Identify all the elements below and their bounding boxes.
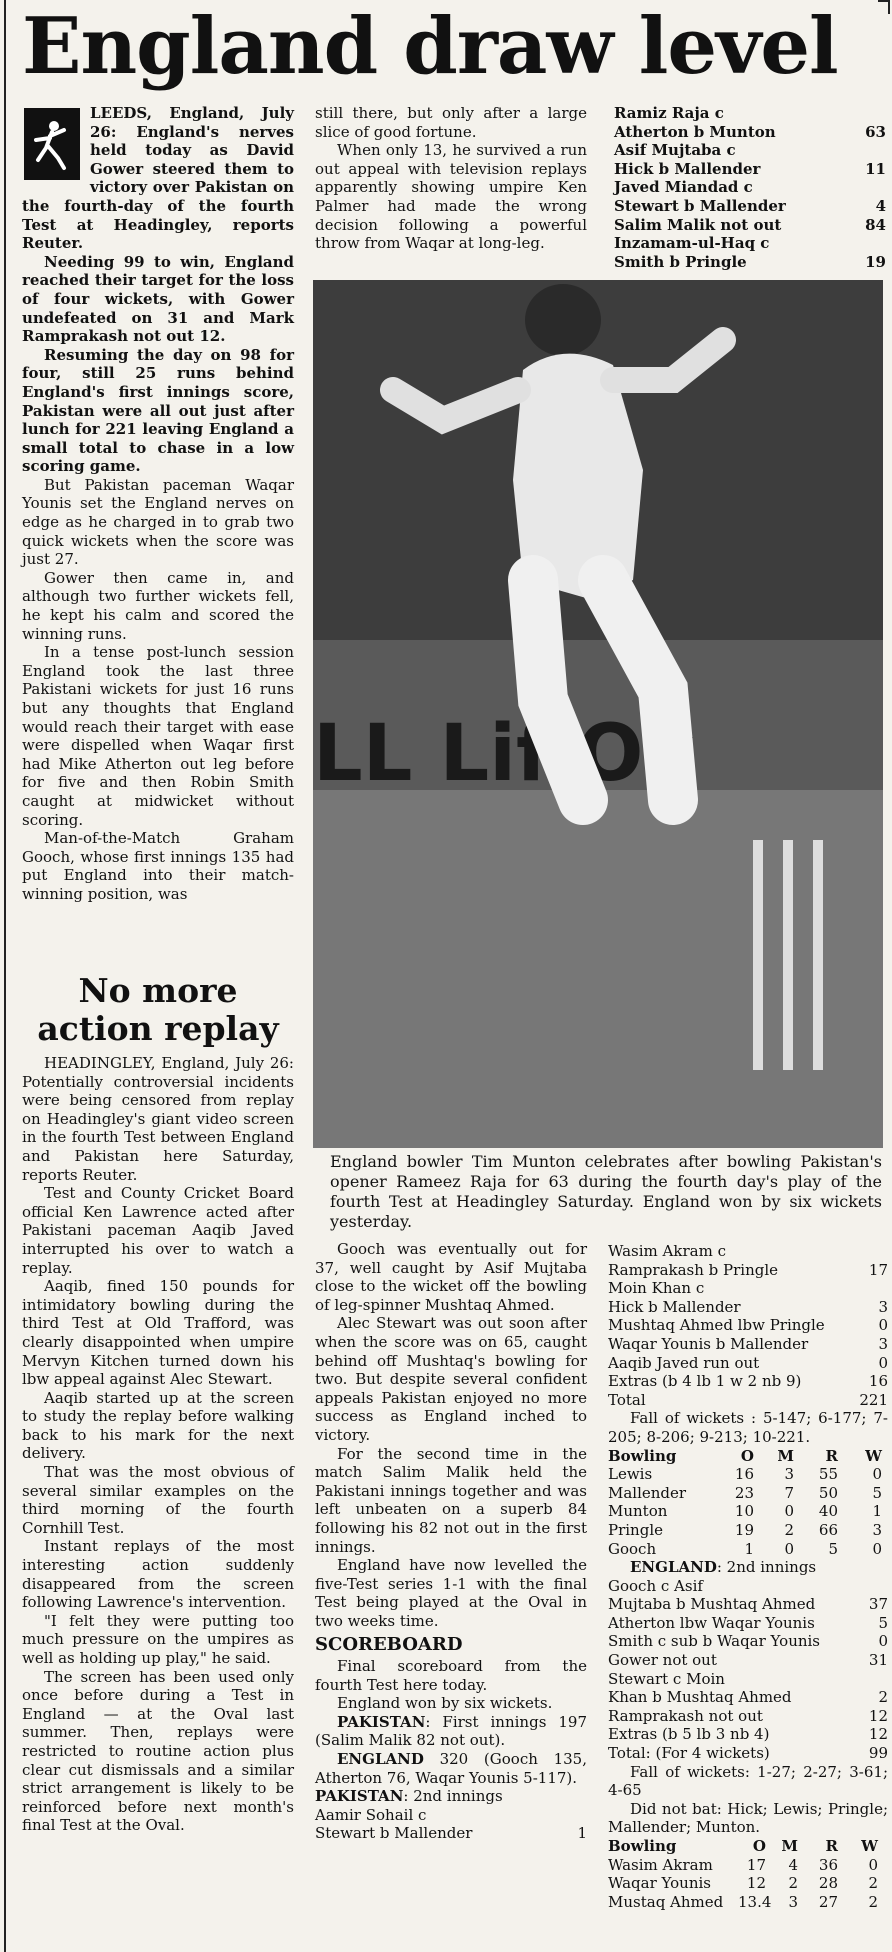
- score-line: [608, 1298, 888, 1317]
- para-4b: Aaqib started up at the screen to study the replay before walking back to his mark for the next delivery.: [22, 1388, 294, 1463]
- headline: England draw level: [22, 1, 838, 92]
- bowling-cell: 0: [868, 1855, 878, 1874]
- bowling-cell: W: [865, 1446, 882, 1465]
- bowling-cell: 2: [868, 1874, 878, 1893]
- bowling-row: [608, 1465, 888, 1484]
- bowling-cell: 17: [746, 1855, 766, 1874]
- score-line: [614, 104, 886, 123]
- score-line: [608, 1744, 888, 1763]
- team-pakistan: PAKISTAN: [337, 1712, 426, 1731]
- score-text: Wasim Akram c: [608, 1242, 726, 1260]
- bowling-cell: 16: [734, 1465, 754, 1484]
- para-1b: HEADINGLEY, England, July 26: Potentially controversial incidents were being censored from replay on Headingley's giant video screen in the fourth Test between England and Pakistan here Saturday, reports Reuter.: [22, 1054, 294, 1184]
- subheadline: No more action replay: [37, 971, 279, 1048]
- photo-banner-text: LL Lif Ov: [313, 709, 695, 799]
- score-value: 17: [868, 1260, 888, 1279]
- score-text: Smith b Pringle: [614, 252, 747, 271]
- para-4: But Pakistan paceman Waqar Younis set the England nerves on edge as he charged in to grab two quick wickets when the score was just 27.: [22, 475, 294, 569]
- para-3: Resuming the day on 98 for four, still 25 runs behind England's first innings score, Pakistan were all out just after lunch for 221 leaving England a small total to chase in a low scoring game.: [22, 345, 294, 476]
- score-line: [608, 1670, 888, 1689]
- score-value: 221: [859, 1390, 888, 1409]
- score-value: [858, 1670, 888, 1689]
- article-column-1: [22, 104, 294, 904]
- para-c2-1: still there, but only after a large slice of good fortune.: [315, 104, 587, 141]
- score-value: 16: [868, 1372, 888, 1391]
- team-england: ENGLAND: [630, 1558, 717, 1577]
- para-6b: Instant replays of the most interesting action suddenly disappeared from the screen following Lawrence's intervention.: [22, 1537, 294, 1612]
- bowling-cell: 28: [818, 1874, 838, 1893]
- para-c2b-1: Gooch was eventually out for 37, well caught by Asif Mujtaba close to the wicket off the bowling of leg-spinner Mushtaq Ahmed.: [315, 1240, 587, 1314]
- column-rule: [4, 0, 6, 1952]
- para-c2b-5: Final scoreboard from the fourth Test here today.: [315, 1657, 587, 1694]
- score-text: Atherton lbw Waqar Younis: [608, 1613, 815, 1632]
- bowling-cell: 36: [818, 1855, 838, 1874]
- score-line: [614, 253, 886, 272]
- bowling-cell: 4: [788, 1855, 798, 1874]
- bowling-cell: Wasim Akram: [608, 1855, 713, 1874]
- score-text: Ramprakash not out: [608, 1706, 763, 1725]
- bowling-cell: 3: [788, 1892, 798, 1911]
- score-value: 0: [878, 1632, 888, 1651]
- bowling-cell: Gooch: [608, 1539, 657, 1558]
- score-value: 37: [868, 1595, 888, 1614]
- score-value: 0: [878, 1316, 888, 1335]
- bowling-cell: 66: [818, 1520, 838, 1539]
- bowling-cell: 5: [828, 1539, 838, 1558]
- score-line: [614, 216, 886, 235]
- bowling-row: [608, 1540, 888, 1559]
- score-text: Gower not out: [608, 1651, 717, 1670]
- para-c2b-4: England have now levelled the five-Test series 1-1 with the final Test being played at the Oval in two weeks time.: [315, 1556, 587, 1630]
- score-value: 3: [878, 1297, 888, 1316]
- score-text: Atherton b Munton: [614, 122, 776, 141]
- para-c2b-2: Alec Stewart was out soon after when the score was on 65, caught behind off Mushtaq's bowling for two. But despite several confident appeals Pakistan enjoyed no more success as England inched to victory.: [315, 1314, 587, 1444]
- bowling-cell: W: [861, 1837, 878, 1855]
- second-innings-pak: : 2nd innings: [403, 1787, 503, 1806]
- bowling-cell: 55: [818, 1465, 838, 1484]
- score-line: [608, 1595, 888, 1614]
- score-line: [608, 1372, 888, 1391]
- score-line: [608, 1614, 888, 1633]
- bowling-cell: R: [825, 1837, 838, 1855]
- bowling-cell: M: [781, 1837, 798, 1855]
- score-line: [614, 123, 886, 142]
- score-value: 99: [868, 1744, 888, 1763]
- score-line: [608, 1632, 888, 1651]
- score-value: 63: [865, 122, 886, 141]
- bowling-cell: 3: [872, 1520, 882, 1539]
- bowling-row: [608, 1521, 888, 1540]
- fall-of-wickets: Fall of wickets : 5-147; 6-177; 7-205; 8-206; 9-213; 10-221.: [608, 1409, 888, 1446]
- bowling-cell: 2: [784, 1520, 794, 1539]
- bowling-row: [608, 1893, 888, 1912]
- score-value: 19: [865, 252, 886, 271]
- para-5: Gower then came in, and although two further wickets fell, he kept his calm and scored the winning runs.: [22, 568, 294, 643]
- score-line: [608, 1261, 888, 1280]
- bowling-row: [608, 1484, 888, 1503]
- scoreboard-bottom: [608, 1242, 888, 1911]
- score-line: [608, 1335, 888, 1354]
- score-line: [608, 1391, 888, 1410]
- score-line: [608, 1279, 888, 1298]
- batsman-line: Stewart b Mallender: [315, 1824, 473, 1843]
- para-c2b-3: For the second time in the match Salim Malik held the Pakistani innings together and was left unbeaten on a superb 84 following his 82 not out in the first innings.: [315, 1444, 587, 1556]
- score-line: [608, 1688, 888, 1707]
- bowling-cell: 13.4: [738, 1892, 772, 1911]
- score-text: Smith c sub b Waqar Younis: [608, 1632, 821, 1651]
- score-text: Mushtaq Ahmed lbw Pringle: [608, 1316, 825, 1335]
- score-line: [608, 1354, 888, 1373]
- bowling-row: [608, 1856, 888, 1875]
- score-value: [858, 1577, 888, 1596]
- first-innings-pak: : First innings 197 (Salim Malik 82 not out).: [315, 1712, 587, 1750]
- bowling-cell: 12: [746, 1874, 766, 1893]
- bowling-cell: Munton: [608, 1502, 668, 1521]
- score-text: Salim Malik not out: [614, 215, 782, 234]
- bowling-cell: Bowling: [608, 1446, 677, 1465]
- score-text: Ramprakash b Pringle: [608, 1260, 779, 1279]
- score-text: Stewart b Mallender: [614, 196, 786, 215]
- batsman-line: Aamir Sohail c: [315, 1805, 427, 1824]
- bowling-cell: 2: [868, 1892, 878, 1911]
- para-c2b-6: England won by six wickets.: [337, 1694, 553, 1713]
- did-not-bat: Did not bat: Hick; Lewis; Pringle; Mallender; Munton.: [608, 1799, 888, 1837]
- score-text: Extras (b 5 lb 3 nb 4): [608, 1725, 770, 1744]
- bowling-cell: 5: [872, 1483, 882, 1502]
- score-value: [858, 1279, 888, 1298]
- score-text: Waqar Younis b Mallender: [608, 1334, 809, 1353]
- para-7b: "I felt they were putting too much pressure on the umpires as well as holding up play," he said.: [22, 1611, 294, 1667]
- bowling-cell: Pringle: [608, 1520, 663, 1539]
- score-value: 31: [868, 1651, 888, 1670]
- bowling-cell: 40: [818, 1502, 838, 1521]
- score-line: [608, 1725, 888, 1744]
- score-value: 12: [868, 1725, 888, 1744]
- score-text: Ramiz Raja c: [614, 104, 724, 122]
- para-2b: Test and County Cricket Board official Ken Lawrence acted after Pakistani paceman Aaqib Javed interrupted his over to watch a replay.: [22, 1184, 294, 1277]
- score-line: [614, 160, 886, 179]
- bowling-cell: Lewis: [608, 1465, 653, 1484]
- bowling-cell: M: [777, 1446, 794, 1465]
- para-1: LEEDS, England, July 26: England's nerves held today as David Gower steered them to victory over Pakistan on the fourth-day of the fourth Test at Headingley, reports Reuter.: [22, 104, 294, 253]
- score-text: Khan b Mushtaq Ahmed: [608, 1688, 792, 1707]
- bowling-cell: R: [825, 1446, 838, 1465]
- scoreboard-top: [614, 104, 886, 271]
- innings-label: : 2nd innings: [716, 1558, 817, 1577]
- bowling-cell: 27: [818, 1892, 838, 1911]
- bowling-cell: 3: [784, 1465, 794, 1484]
- corner-rule-top: [878, 0, 890, 2]
- cricket-photo: [313, 280, 883, 1148]
- para-8b: The screen has been used only once before during a Test in England — at the Oval last summer. Then, replays were restricted to routine action plus clear cut dismissals and a similar strict arrangement is likely to be reinforced before next month's final Test at the Oval.: [22, 1667, 294, 1835]
- score-value: [856, 234, 886, 253]
- score-line: [608, 1242, 888, 1261]
- bowling-row: [608, 1502, 888, 1521]
- score-value: 12: [868, 1706, 888, 1725]
- bowling-row: [608, 1447, 888, 1466]
- score-value: [858, 1242, 888, 1261]
- bowling-cell: 0: [872, 1465, 882, 1484]
- score-text: Javed Miandad c: [614, 178, 753, 197]
- bowling-cell: Mustaq Ahmed: [608, 1892, 724, 1911]
- score-text: Aaqib Javed run out: [608, 1353, 760, 1372]
- score-value: 11: [865, 159, 886, 178]
- cricketer-thumbnail-icon: [24, 108, 80, 180]
- score-value: 84: [865, 215, 886, 234]
- team-england: ENGLAND: [337, 1750, 424, 1769]
- score-text: Moin Khan c: [608, 1279, 705, 1298]
- scoreboard-title: SCOREBOARD: [315, 1634, 463, 1656]
- bowling-cell: 1: [872, 1502, 882, 1521]
- score-line: [614, 141, 886, 160]
- score-line: [608, 1577, 888, 1596]
- fall-of-wickets: Fall of wickets: 1-27; 2-27; 3-61; 4-65: [608, 1762, 888, 1800]
- first-innings-eng: 320 (Gooch 135, Atherton 76, Waqar Younis 5-117).: [315, 1750, 587, 1787]
- article-column-1b: [22, 1054, 294, 1835]
- para-3b: Aaqib, fined 150 pounds for intimidatory bowling during the third Test at Old Trafford, was clearly disappointed when umpire Mervyn Kitchen turned down his lbw appeal against Alec Stewart.: [22, 1277, 294, 1389]
- score-value: [856, 104, 886, 123]
- para-6: In a tense post-lunch session England took the last three Pakistani wickets for just 16 runs but any thoughts that England would reach their target with ease were dispelled when Waqar first had Mike Atherton out leg before for five and then Robin Smith caught at midwicket without scoring.: [22, 643, 294, 829]
- england-2nd-innings: [608, 1558, 888, 1577]
- bowling-cell: 23: [734, 1483, 754, 1502]
- score-value: 5: [878, 1613, 888, 1632]
- score-value: [856, 141, 886, 160]
- team-pakistan-2: PAKISTAN: [315, 1787, 404, 1806]
- article-column-2: [315, 104, 587, 253]
- score-text: Gooch c Asif: [608, 1576, 703, 1595]
- score-value: 3: [878, 1334, 888, 1353]
- bowling-cell: 1: [744, 1539, 754, 1558]
- score-value: 4: [875, 196, 886, 215]
- bowling-cell: 0: [784, 1502, 794, 1521]
- bowling-row: [608, 1874, 888, 1893]
- score-text: Hick b Mallender: [608, 1297, 741, 1316]
- bowling-cell: O: [740, 1446, 754, 1465]
- bowling-cell: Mallender: [608, 1483, 687, 1502]
- score-text: Mujtaba b Mushtaq Ahmed: [608, 1595, 816, 1614]
- score-text: Stewart c Moin: [608, 1669, 725, 1688]
- bowling-cell: 19: [734, 1520, 754, 1539]
- score-line: [608, 1707, 888, 1726]
- score-line: [614, 197, 886, 216]
- para-2: Needing 99 to win, England reached their target for the loss of four wickets, with Gower undefeated on 31 and Mark Ramprakash not out 12.: [22, 252, 294, 346]
- score-text: Hick b Mallender: [614, 159, 761, 178]
- score-line: [608, 1651, 888, 1670]
- para-7: Man-of-the-Match Graham Gooch, whose first innings 135 had put England into their match-winning position, was: [22, 829, 294, 903]
- score-text: Extras (b 4 lb 1 w 2 nb 9): [608, 1372, 802, 1391]
- photo-caption: England bowler Tim Munton celebrates after bowling Pakistan's opener Rameez Raja for 63 during the fourth day's play of the fourth Test at Headingley Saturday. England won by six wickets yesterday.: [330, 1152, 882, 1231]
- score-value: 2: [878, 1688, 888, 1707]
- batsman-score: 1: [577, 1824, 587, 1843]
- para-5b: That was the most obvious of several similar examples on the third morning of the fourth Cornhill Test.: [22, 1463, 294, 1537]
- bowling-cell: 7: [784, 1483, 794, 1502]
- score-line: [614, 178, 886, 197]
- bowling-cell: O: [752, 1837, 766, 1855]
- bowling-cell: 10: [734, 1502, 754, 1521]
- bowling-row: [608, 1837, 888, 1856]
- score-text: Total: (For 4 wickets): [608, 1744, 770, 1763]
- article-column-2b: [315, 1240, 587, 1843]
- bowling-cell: Bowling: [608, 1837, 677, 1855]
- score-line: [608, 1316, 888, 1335]
- score-text: Total: [608, 1390, 646, 1409]
- score-value: 0: [878, 1353, 888, 1372]
- bowling-cell: 0: [872, 1539, 882, 1558]
- score-text: Inzamam-ul-Haq c: [614, 234, 770, 253]
- score-text: Asif Mujtaba c: [614, 141, 736, 160]
- bowling-cell: 50: [818, 1483, 838, 1502]
- score-line: [614, 234, 886, 253]
- bowling-cell: 2: [788, 1874, 798, 1893]
- score-value: [856, 178, 886, 197]
- bowling-cell: 0: [784, 1539, 794, 1558]
- bowling-cell: Waqar Younis: [608, 1874, 711, 1893]
- para-c2-2: When only 13, he survived a run out appeal with television replays apparently showing umpire Ken Palmer had made the wrong decision following a powerful throw from Waqar at long-leg.: [315, 141, 587, 253]
